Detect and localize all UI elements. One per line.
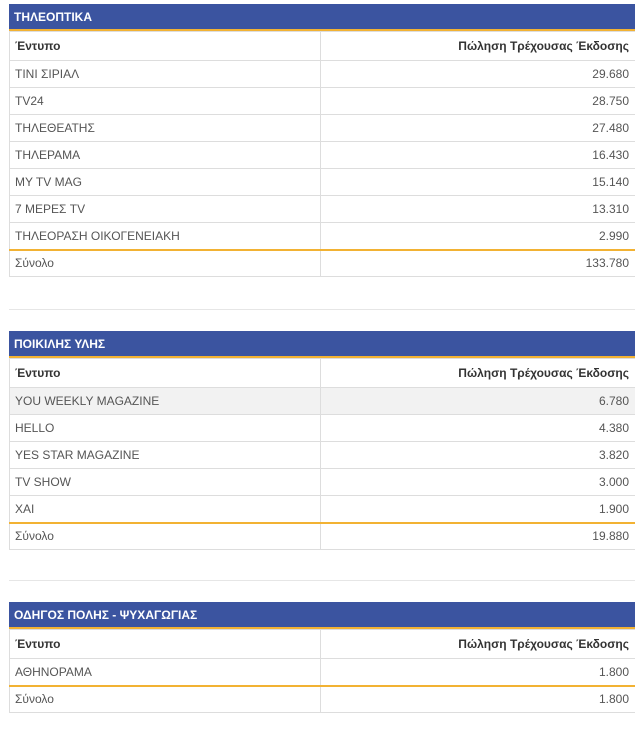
publication-name: ΑΘΗΝΟΡΑΜΑ bbox=[10, 659, 321, 686]
sales-table bbox=[9, 358, 635, 550]
sales-table bbox=[9, 31, 635, 277]
column-header-title: Έντυπο bbox=[10, 630, 321, 659]
table-row bbox=[10, 142, 635, 169]
sales-value: 27.480 bbox=[321, 115, 635, 142]
publication-name: ΤΗΛΕΘΕΑΤΗΣ bbox=[10, 115, 321, 142]
publication-name: YOU WEEKLY MAGAZINE bbox=[10, 388, 321, 415]
publication-name: ΤΗΛΕΡΑΜΑ bbox=[10, 142, 321, 169]
table-total-row bbox=[10, 523, 635, 550]
sales-value: 15.140 bbox=[321, 169, 635, 196]
table-row bbox=[10, 115, 635, 142]
table-total-row bbox=[10, 250, 635, 277]
column-header-title: Έντυπο bbox=[10, 32, 321, 61]
section-title: ΠΟΙΚΙΛΗΣ ΥΛΗΣ bbox=[9, 331, 635, 358]
table-row bbox=[10, 442, 635, 469]
section-divider bbox=[9, 309, 635, 310]
table-total-row bbox=[10, 686, 635, 713]
sales-value: 16.430 bbox=[321, 142, 635, 169]
sales-table bbox=[9, 629, 635, 713]
sales-value: 3.820 bbox=[321, 442, 635, 469]
publication-name: TV24 bbox=[10, 88, 321, 115]
sales-value: 13.310 bbox=[321, 196, 635, 223]
sales-value: 4.380 bbox=[321, 415, 635, 442]
table-row bbox=[10, 223, 635, 250]
section-title: ΟΔΗΓΟΣ ΠΟΛΗΣ - ΨΥΧΑΓΩΓΙΑΣ bbox=[9, 602, 635, 629]
publication-name: HELLO bbox=[10, 415, 321, 442]
table-header-row bbox=[10, 32, 635, 61]
section-variety bbox=[9, 331, 635, 550]
total-label: Σύνολο bbox=[10, 686, 321, 713]
table-header-row bbox=[10, 359, 635, 388]
section-divider bbox=[9, 580, 635, 581]
column-header-sales: Πώληση Τρέχουσας Έκδοσης bbox=[321, 630, 635, 659]
publication-name: ΧΑΙ bbox=[10, 496, 321, 523]
total-value: 1.800 bbox=[321, 686, 635, 713]
publication-name: YES STAR MAGAZINE bbox=[10, 442, 321, 469]
publication-name: 7 ΜΕΡΕΣ TV bbox=[10, 196, 321, 223]
table-row bbox=[10, 388, 635, 415]
publication-name: ΤΗΛΕΟΡΑΣΗ ΟΙΚΟΓΕΝΕΙΑΚΗ bbox=[10, 223, 321, 250]
section-city-guide bbox=[9, 602, 635, 713]
table-row bbox=[10, 196, 635, 223]
column-header-sales: Πώληση Τρέχουσας Έκδοσης bbox=[321, 359, 635, 388]
table-row bbox=[10, 61, 635, 88]
column-header-sales: Πώληση Τρέχουσας Έκδοσης bbox=[321, 32, 635, 61]
table-row bbox=[10, 88, 635, 115]
table-row bbox=[10, 415, 635, 442]
table-row bbox=[10, 169, 635, 196]
table-header-row bbox=[10, 630, 635, 659]
publication-name: TV SHOW bbox=[10, 469, 321, 496]
publication-name: ΤΙΝΙ ΣΙΡΙΑΛ bbox=[10, 61, 321, 88]
sales-value: 1.800 bbox=[321, 659, 635, 686]
publication-name: MY TV MAG bbox=[10, 169, 321, 196]
table-row bbox=[10, 496, 635, 523]
sales-value: 29.680 bbox=[321, 61, 635, 88]
column-header-title: Έντυπο bbox=[10, 359, 321, 388]
sales-value: 28.750 bbox=[321, 88, 635, 115]
sales-value: 6.780 bbox=[321, 388, 635, 415]
total-label: Σύνολο bbox=[10, 250, 321, 277]
section-tv-guides bbox=[9, 4, 635, 277]
sales-value: 3.000 bbox=[321, 469, 635, 496]
sales-value: 1.900 bbox=[321, 496, 635, 523]
total-value: 19.880 bbox=[321, 523, 635, 550]
section-title: ΤΗΛΕΟΠΤΙΚΑ bbox=[9, 4, 635, 31]
table-row bbox=[10, 659, 635, 686]
sales-value: 2.990 bbox=[321, 223, 635, 250]
table-row bbox=[10, 469, 635, 496]
total-value: 133.780 bbox=[321, 250, 635, 277]
total-label: Σύνολο bbox=[10, 523, 321, 550]
